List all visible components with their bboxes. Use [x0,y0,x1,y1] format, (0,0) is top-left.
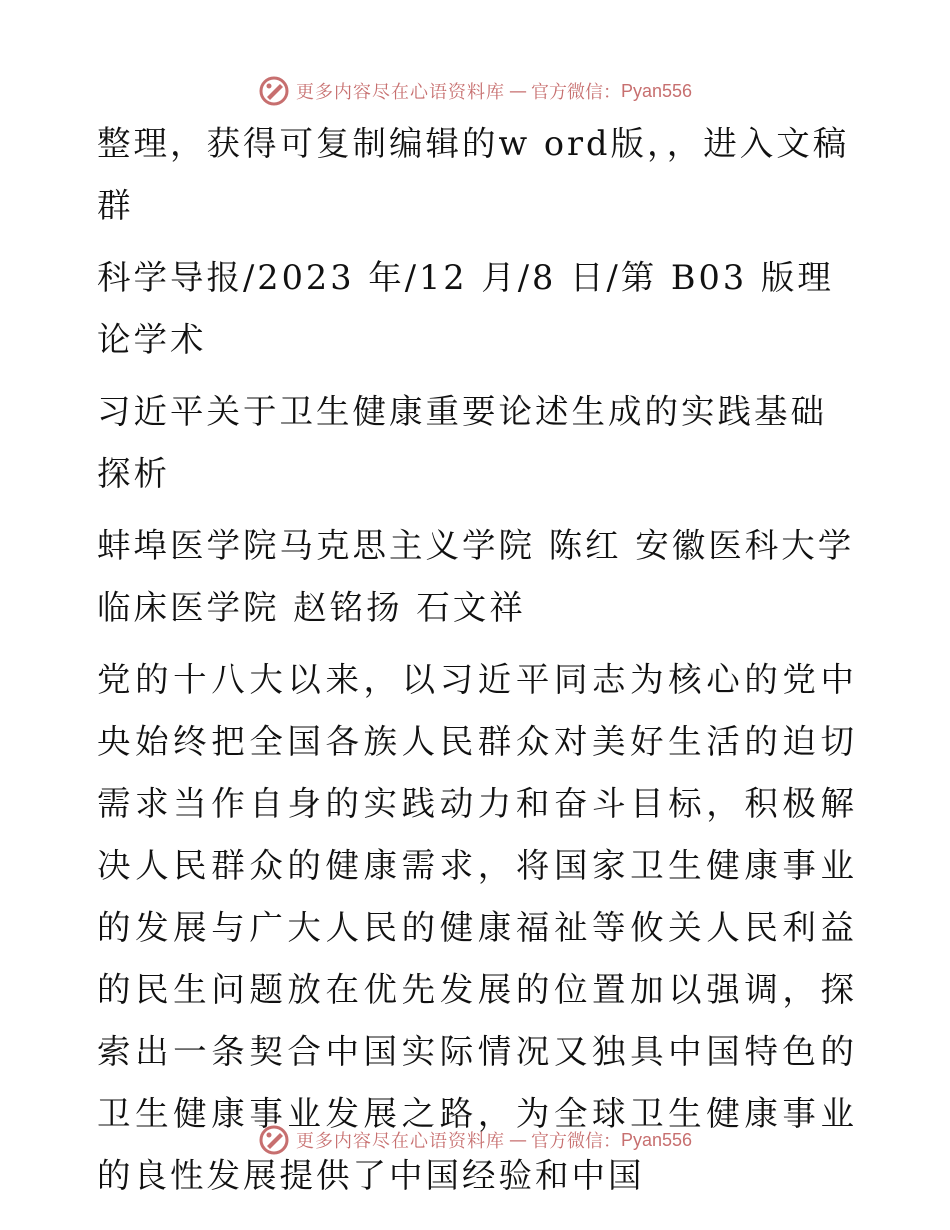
banner-wechat-id: Pyan556 [620,80,693,101]
body-paragraph: 党的十八大以来，以习近平同志为核心的党中央始终把全国各族人民群众对美好生活的迫切需求当作自身的实践动力和奋斗目标，积极解决人民群众的健康需求，将国家卫生健康事业的发展与广大人民的健康福祉等攸关人民利益的民生问题放在优先发展的位置加以强调，探索出一条契合中国实际情况又独具中国特色的卫生健康事业发展之路，为全球卫生健康事业的良性发展提供了中国经验和中国 [97,660,857,1195]
banner-slogan: 更多内容尽在心语资料库 [295,82,505,103]
article-title: 习近平关于卫生健康重要论述生成的实践基础探析 [97,392,827,493]
logo-icon [258,1124,290,1156]
banner-dash: — [508,1129,527,1151]
banner-wechat-id: Pyan556 [620,1129,693,1150]
footer-banner [0,1125,950,1155]
banner-slogan: 更多内容尽在心语资料库 [295,1131,505,1152]
banner-wechat-label: 官方微信： [530,1131,621,1152]
banner-dash: — [508,80,527,102]
source-line: 科学导报/2023 年/12 月/8 日/第 B03 版理论学术 [97,258,834,359]
intro-line: 整理，获得可复制编辑的w ord版，，进入文稿群 [97,124,850,225]
logo-icon [258,75,290,107]
author-line: 蚌埠医学院马克思主义学院 陈红 安徽医科大学临床医学院 赵铭扬 石文祥 [97,526,855,627]
banner-wechat-label: 官方微信： [530,82,621,103]
header-banner [0,76,950,106]
document-body [97,113,857,1207]
